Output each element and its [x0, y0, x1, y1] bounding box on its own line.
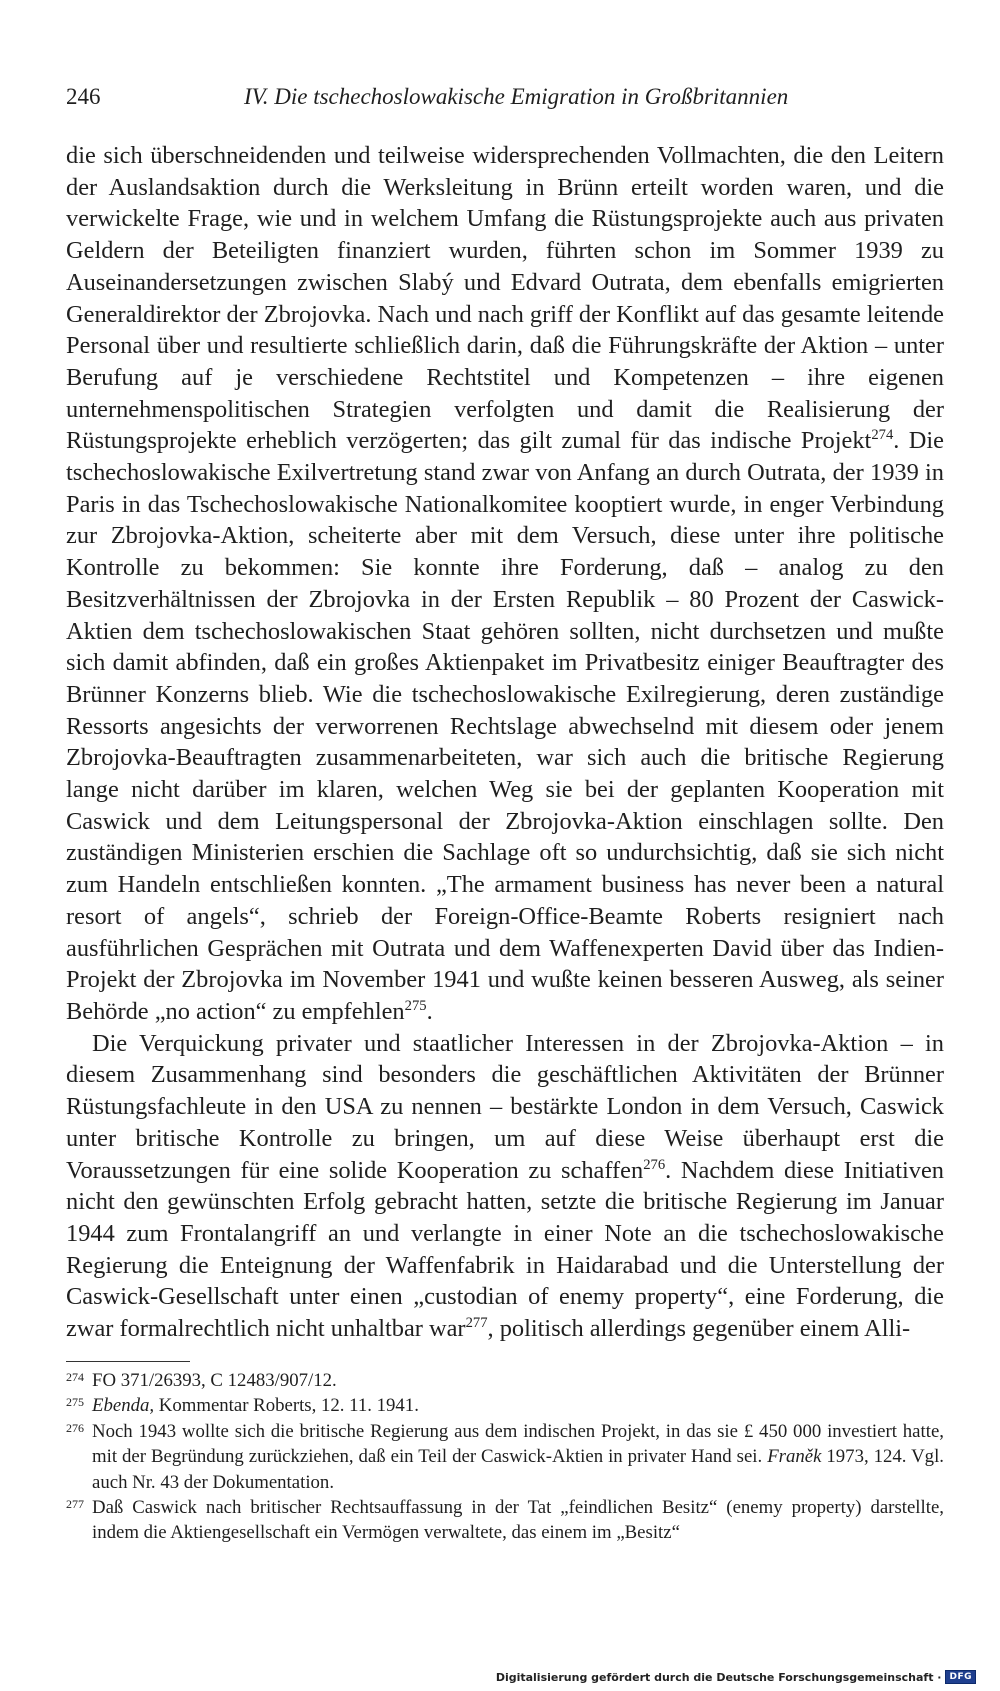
footnotes — [66, 1368, 944, 1546]
footnote-number: 275 — [66, 1395, 84, 1410]
digitization-text: Digitalisierung gefördert durch die Deutsche Forschungsgemeinschaft · — [495, 1670, 942, 1684]
footnote — [66, 1368, 944, 1393]
text-segment: . Nachdem diese Initiativen nicht den gewünschten Erfolg gebracht hatten, setzte die britische Regierung im Januar 1944 zum Frontalangriff an und verlangte in einer Note an die tschechoslowakische Regierung die Enteignung der Waffenfabrik in Haidarabad und die Unterstellung der Caswick-Gesellschaft unter einen „custodian of enemy property“, eine Forderung, die zwar formalrechtlich nicht unhaltbar war — [66, 1156, 944, 1343]
paragraph — [66, 140, 944, 1028]
footnote-text: FO 371/26393, C 12483/907/12. — [92, 1370, 337, 1391]
body-text — [66, 140, 944, 1345]
footnote-author-italic: Franěk — [767, 1446, 822, 1468]
dfg-logo-icon: DFG — [945, 1670, 976, 1684]
footnote-text: Daß Caswick nach britischer Rechtsauffassung in der Tat „feindlichen Besitz“ (enemy property) darstellte, indem die Aktiengesellschaft ein Vermögen verwaltete, das einem im „Besitz“ — [92, 1497, 944, 1544]
digitization-note — [496, 1670, 976, 1684]
page-number: 246 — [66, 84, 101, 109]
text-segment: Die Verquickung privater und staatlicher Interessen in der Zbrojovka-Aktion – in diesem Zusammenhang sind besonders die geschäftlichen Aktivitäten der Brünner Rüstungsfachleute in den USA zu nennen – bestärkte London in dem Versuch, Caswick unter britische Kontrolle zu bringen, um auf diese Weise überhaupt erst die Voraussetzungen für eine solide Kooperation zu schaffen — [66, 1029, 944, 1184]
footnote — [66, 1393, 944, 1418]
text-segment: . — [426, 997, 433, 1025]
footnote-ref[interactable]: 274 — [871, 427, 894, 444]
paragraph — [66, 1028, 944, 1345]
footnote-divider — [66, 1361, 190, 1362]
footnote-source-italic: Ebenda, — [92, 1395, 155, 1417]
footnote-number: 276 — [66, 1420, 84, 1435]
running-title: IV. Die tschechoslowakische Emigration in Großbritannien — [244, 84, 789, 109]
text-segment: , politisch allerdings gegenüber einem Alli- — [487, 1315, 911, 1343]
text-segment: die sich überschneidenden und teilweise widersprechenden Vollmachten, die den Leitern der Auslandsaktion durch die Werksleitung in Brünn erteilt worden waren, und die verwickelte Frage, wie und in welchem Umfang die Rüstungsprojekte auch aus privaten Geldern der Beteiligten finanziert wurden, führten schon im Sommer 1939 zu Auseinandersetzungen zwischen Slabý und Edvard Outrata, dem ebenfalls emigrierten Generaldirektor der Zbrojovka. Nach und nach griff der Konflikt auf das gesamte leitende Personal über und resultierte schließlich darin, daß die Führungskräfte der Aktion – unter Berufung auf je verschiedene Rechtstitel und Kompetenzen – ihre eigenen unternehmenspolitischen Strategien verfolgten und damit die Realisierung der Rüstungsprojekte erheblich verzögerten; das gilt zumal für das indische Projekt — [66, 142, 944, 455]
footnote-text: 1973, 124. Vgl. auch Nr. 43 der Dokumentation. — [92, 1446, 944, 1493]
footnote-text: Noch 1943 wollte sich die britische Regierung aus dem indischen Projekt, in das sie £ 450 000 investiert hatte, mit der Begründung zurückziehen, daß ein Teil der Caswick-Aktien in privater Hand sei. — [92, 1420, 944, 1468]
footnote-text: Kommentar Roberts, 12. 11. 1941. — [154, 1395, 419, 1417]
footnote-ref[interactable]: 275 — [404, 997, 427, 1014]
footnote-number: 277 — [66, 1497, 84, 1512]
text-segment: . Die tschechoslowakische Exilvertretung stand zwar von Anfang an durch Outrata, der 1939 in Paris in das Tschechoslowakische Nationalkomitee kooptiert wurde, in enger Verbindung zur Zbrojovka-Aktion, scheiterte aber mit dem Versuch, diese unter ihre politische Kontrolle zu bekommen: Sie konnte ihre Forderung, daß – analog zu den Besitzverhältnissen der Zbrojovka in der Ersten Republik – 80 Prozent der Caswick-Aktien dem tschechoslowakischen Staat gehören sollten, nicht durchsetzen und mußte sich damit abfinden, daß ein großes Aktienpaket im Privatbesitz einiger Beauftragter des Brünner Konzerns blieb. Wie die tschechoslowakische Exilregierung, deren zuständige Ressorts angesichts der verworrenen Rechtslage abwechselnd mit diesem oder jenem Zbrojovka-Beauftragten zusammenarbeiteten, war sich auch die britische Regierung lange nicht darüber im klaren, welchen Weg sie bei der geplanten Kooperation mit Caswick und dem Leitungspersonal der Zbrojovka-Aktion einschlagen sollte. Den zuständigen Ministerien erschien die Sachlage oft so undurchsichtig, daß sie sich nicht zum Handeln entschließen konnten. „The armament business has never been a natural resort of angels“, schrieb der Foreign-Office-Beamte Roberts resigniert nach ausführlichen Gesprächen mit Outrata und dem Waffenexperten David über das Indien-Projekt der Zbrojovka im November 1941 und wußte keinen besseren Ausweg, als seiner Behörde „no action“ zu empfehlen — [66, 427, 945, 1025]
footnote — [66, 1495, 944, 1546]
footnote-ref[interactable]: 276 — [643, 1156, 666, 1173]
footnote-ref[interactable]: 277 — [465, 1314, 488, 1331]
page-header — [66, 84, 946, 118]
footnote — [66, 1419, 944, 1495]
footnote-number: 274 — [66, 1370, 84, 1384]
